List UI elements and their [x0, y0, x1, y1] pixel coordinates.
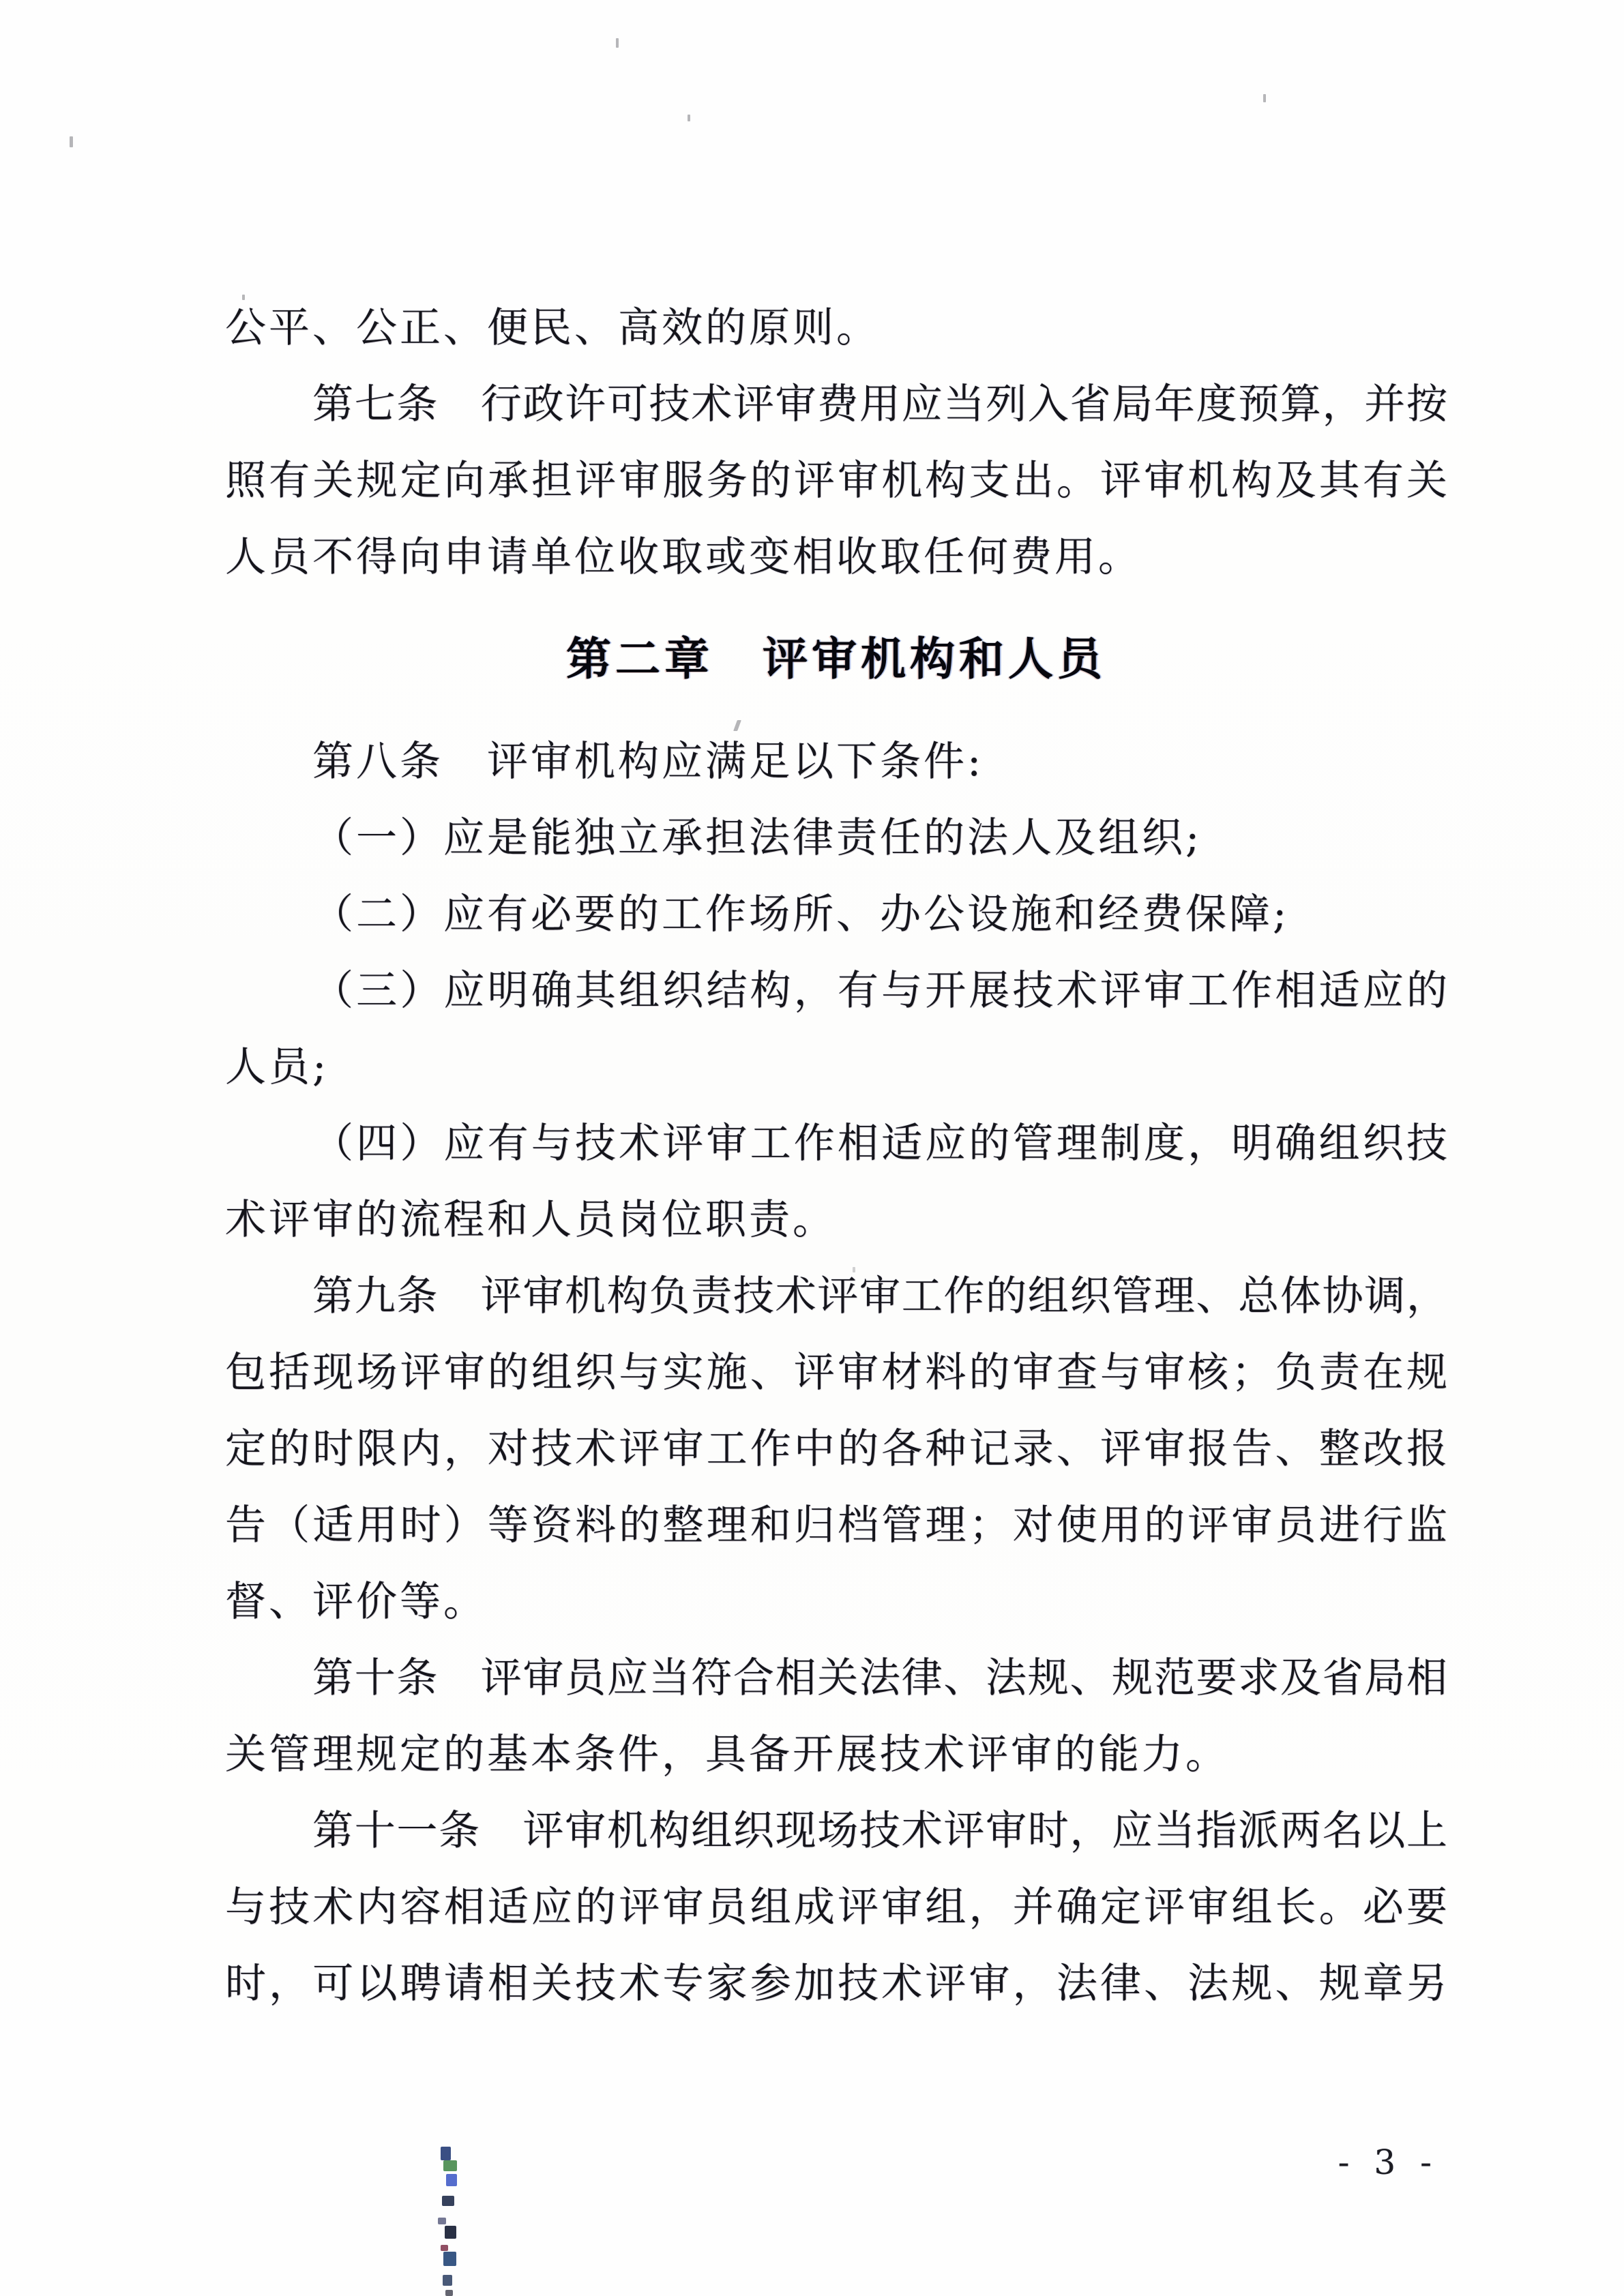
scan-speck — [1263, 94, 1266, 102]
scan-speck — [853, 1267, 855, 1272]
chapter-heading: 第二章 评审机构和人员 — [566, 633, 1106, 685]
text-line: 第八条 评审机构应满足以下条件: — [312, 738, 984, 786]
page-number: - 3 - — [1338, 2143, 1438, 2182]
text-line: 与技术内容相适应的评审员组成评审组，并确定评审组长。必要 — [225, 1883, 1447, 1931]
text-line: 第十条 评审员应当符合相关法律、法规、规范要求及省局相 — [312, 1654, 1447, 1702]
text-line: 术评审的流程和人员岗位职责。 — [225, 1196, 836, 1244]
text-line: 包括现场评审的组织与实施、评审材料的审查与审核；负责在规 — [225, 1349, 1447, 1397]
text-line: 督、评价等。 — [225, 1578, 487, 1626]
scan-blob — [445, 2290, 453, 2296]
scan-speck — [688, 115, 690, 121]
text-line: 公平、公正、便民、高效的原则。 — [225, 304, 880, 352]
scan-blob — [446, 2174, 457, 2186]
text-line: 第十一条 评审机构组织现场技术评审时，应当指派两名以上 — [312, 1807, 1447, 1855]
text-line: （一）应是能独立承担法律责任的法人及组织; — [312, 814, 1202, 862]
scan-blob — [441, 2147, 451, 2160]
text-line: 时，可以聘请相关技术专家参加技术评审，法律、法规、规章另 — [225, 1960, 1447, 2008]
scan-blob — [438, 2218, 446, 2224]
scan-blob — [443, 2160, 457, 2171]
scan-speck — [70, 136, 73, 147]
scan-speck — [242, 295, 245, 300]
text-line: （四）应有与技术评审工作相适应的管理制度，明确组织技 — [312, 1120, 1447, 1167]
text-line: 人员不得向申请单位收取或变相收取任何费用。 — [225, 533, 1142, 581]
scan-blob — [445, 2226, 456, 2239]
text-line: 第七条 行政许可技术评审费用应当列入省局年度预算，并按 — [312, 381, 1447, 428]
text-line: 定的时限内，对技术评审工作中的各种记录、评审报告、整改报 — [225, 1425, 1447, 1473]
text-line: 人员; — [225, 1043, 329, 1091]
text-line: 照有关规定向承担评审服务的评审机构支出。评审机构及其有关 — [225, 457, 1447, 505]
text-line: （二）应有必要的工作场所、办公设施和经费保障; — [312, 891, 1290, 938]
text-line: 告（适用时）等资料的整理和归档管理；对使用的评审员进行监 — [225, 1502, 1447, 1549]
scan-speck — [616, 38, 619, 48]
scan-blob — [442, 2196, 454, 2206]
scan-blob — [443, 2275, 452, 2286]
scan-artifact-stamp — [434, 2147, 461, 2296]
scan-blob — [443, 2252, 456, 2266]
text-line: 关管理规定的基本条件，具备开展技术评审的能力。 — [225, 1731, 1229, 1778]
document-body — [225, 290, 1447, 2022]
scan-blob — [441, 2245, 448, 2251]
text-line: 第九条 评审机构负责技术评审工作的组织管理、总体协调， — [312, 1272, 1447, 1320]
text-line: （三）应明确其组织结构，有与开展技术评审工作相适应的 — [312, 967, 1447, 1015]
